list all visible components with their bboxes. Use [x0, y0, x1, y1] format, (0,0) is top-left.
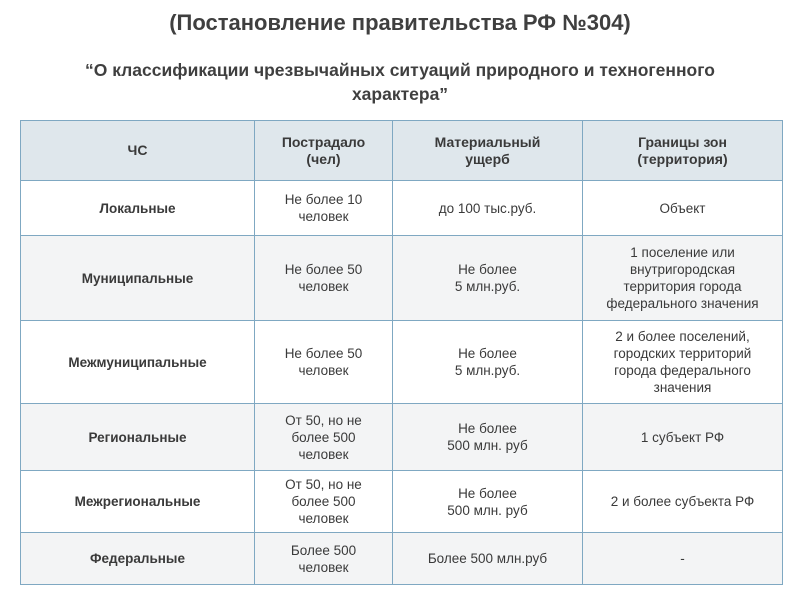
- table-row: [21, 533, 783, 585]
- classification-table: [20, 120, 783, 585]
- column-header-victims: Пострадало (чел): [255, 121, 393, 181]
- row-zone: -: [583, 533, 783, 585]
- row-damage: Более 500 млн.руб: [393, 533, 583, 585]
- row-victims: От 50, но не более 500 человек: [255, 404, 393, 471]
- page-title: (Постановление правительства РФ №304): [169, 10, 631, 35]
- row-victims: Не более 10 человек: [255, 181, 393, 236]
- row-zone: 2 и более субъекта РФ: [583, 471, 783, 533]
- row-victims: Не более 50 человек: [255, 236, 393, 321]
- column-header-zone: Границы зон (территория): [583, 121, 783, 181]
- column-header-emergency: ЧС: [21, 121, 255, 181]
- subtitle-line: “О классификации чрезвычайных ситуаций природного и техногенного: [84, 60, 715, 80]
- row-name: Региональные: [21, 404, 255, 471]
- table-row: [21, 321, 783, 404]
- table-header-row: [21, 121, 783, 181]
- row-zone: 1 субъект РФ: [583, 404, 783, 471]
- row-damage: Не более 500 млн. руб: [393, 471, 583, 533]
- table-row: [21, 404, 783, 471]
- row-damage: Не более 5 млн.руб.: [393, 236, 583, 321]
- row-name: Межрегиональные: [21, 471, 255, 533]
- row-zone: Объект: [583, 181, 783, 236]
- table-row: [21, 236, 783, 321]
- page-subtitle: [20, 58, 780, 106]
- subtitle-line: характера”: [351, 84, 449, 104]
- table-row: [21, 181, 783, 236]
- row-damage: Не более 500 млн. руб: [393, 404, 583, 471]
- row-name: Муниципальные: [21, 236, 255, 321]
- table-row: [21, 471, 783, 533]
- row-damage: Не более 5 млн.руб.: [393, 321, 583, 404]
- row-zone: 1 поселение или внутригородская территория города федерального значения: [583, 236, 783, 321]
- row-damage: до 100 тыс.руб.: [393, 181, 583, 236]
- column-header-damage: Материальный ущерб: [393, 121, 583, 181]
- row-name: Межмуниципальные: [21, 321, 255, 404]
- row-victims: Более 500 человек: [255, 533, 393, 585]
- row-name: Локальные: [21, 181, 255, 236]
- row-victims: От 50, но не более 500 человек: [255, 471, 393, 533]
- row-zone: 2 и более поселений, городских территорий города федерального значения: [583, 321, 783, 404]
- row-victims: Не более 50 человек: [255, 321, 393, 404]
- row-name: Федеральные: [21, 533, 255, 585]
